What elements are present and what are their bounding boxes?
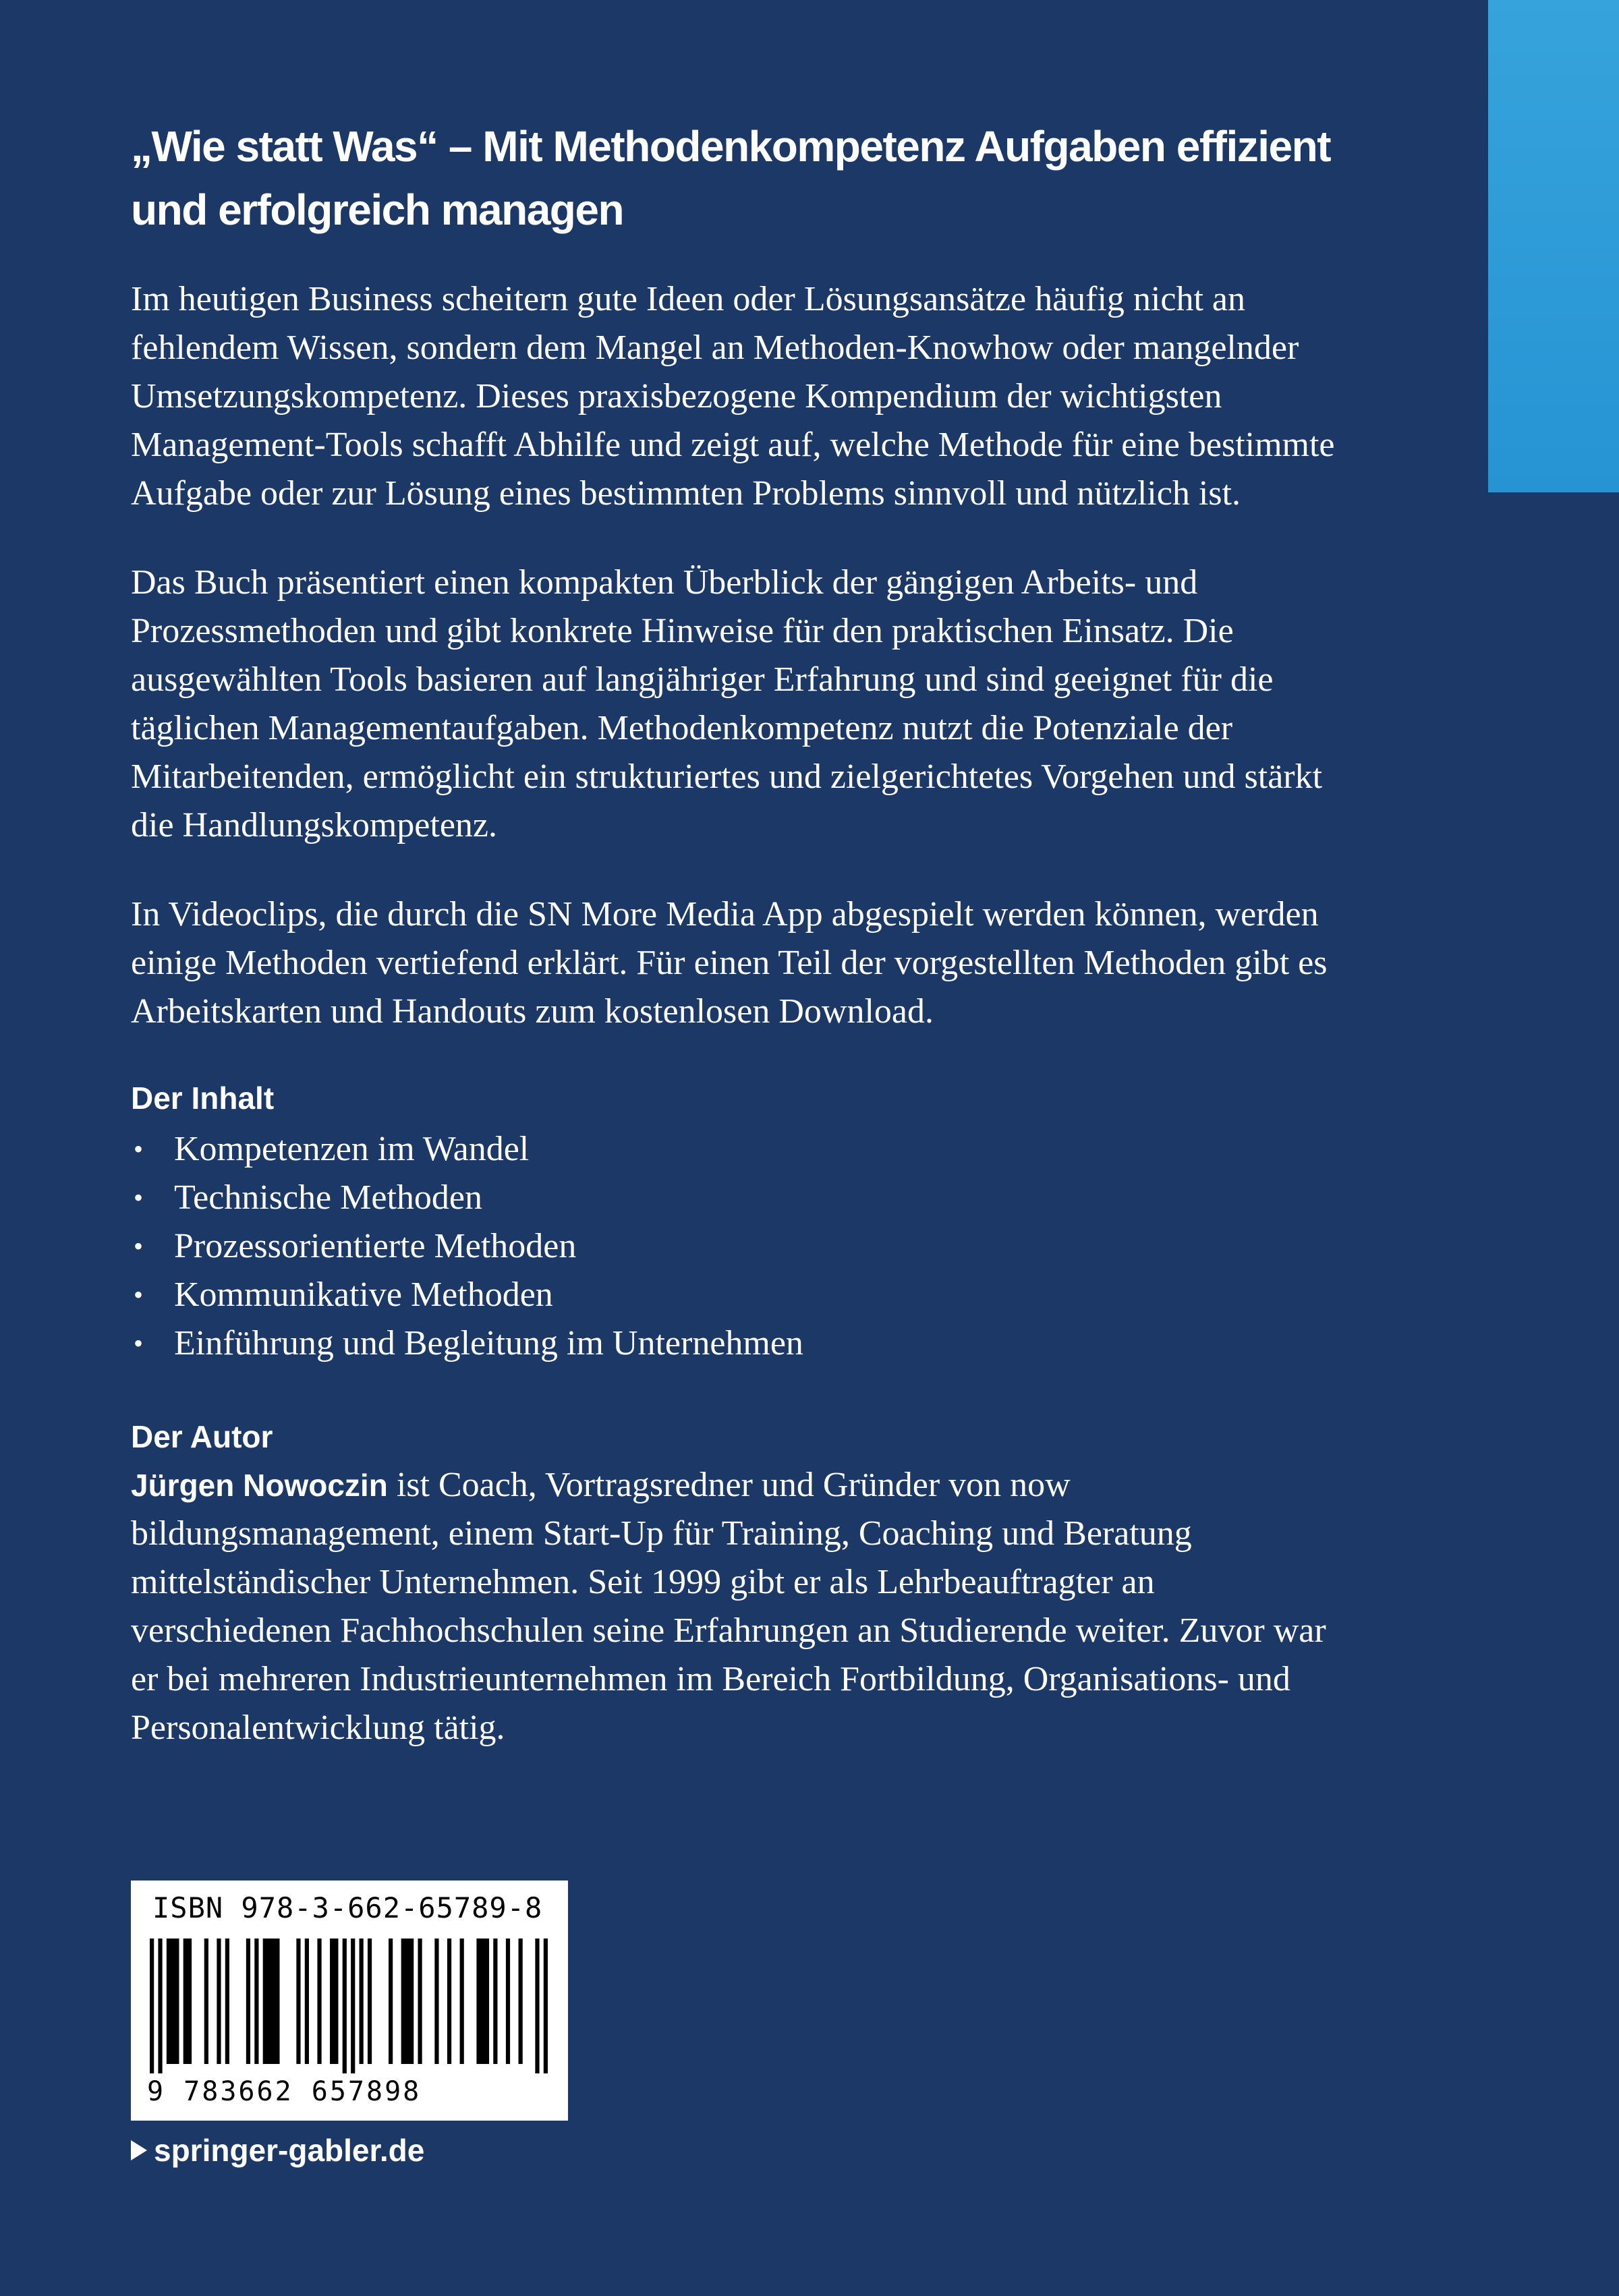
barcode-bar — [296, 1939, 300, 2064]
bullet-icon: • — [134, 1134, 144, 1164]
barcode-bar — [246, 1939, 250, 2064]
barcode-bar — [418, 1939, 422, 2064]
bullet-icon: • — [134, 1280, 144, 1310]
barcode-bar — [351, 1939, 355, 2073]
list-item — [131, 1125, 1359, 1174]
barcode-bar — [476, 1939, 489, 2064]
barcode-bar — [401, 1939, 414, 2064]
barcode-bar — [167, 1939, 179, 2064]
barcode-bar — [544, 1939, 548, 2073]
author-heading: Der Autor — [131, 1419, 273, 1454]
barcode-bar — [158, 1939, 162, 2073]
ean-digits: 9 783662 657898 — [147, 2076, 422, 2107]
barcode-bar — [460, 1939, 464, 2064]
intro-paragraph: Im heutigen Business scheitern gute Ideen oder Lösungsansätze häufig nicht an fehlendem Wissen, sondern dem Mangel an Methoden-Knowhow oder mangelnder Umsetzungskompetenz. Dieses praxisbezogene Kompendium der wichtigsten Management-Tools schafft Abhilfe und zeigt auf, welche Methode für eine bestimmte Aufgabe oder zur Lösung eines bestimmten Problems sinnvoll und nützlich ist. — [131, 280, 1335, 513]
bullet-icon: • — [134, 1328, 144, 1358]
barcode-bar — [305, 1939, 309, 2064]
list-item-text: Kompetenzen im Wandel — [174, 1130, 530, 1168]
headline-line-1: „Wie statt Was“ – Mit Methodenkompetenz Aufgaben effizient — [131, 122, 1330, 171]
list-item — [131, 1319, 1359, 1368]
triangle-right-icon — [131, 2140, 147, 2160]
barcode-bar — [389, 1939, 393, 2064]
barcode-bar — [493, 1939, 497, 2064]
author-name: Jürgen Nowoczin — [131, 1468, 388, 1503]
bullet-icon: • — [134, 1182, 144, 1213]
barcode-bar — [506, 1939, 510, 2064]
list-item-text: Kommunikative Methoden — [174, 1275, 553, 1314]
isbn-label: ISBN 978-3-662-65789-8 — [152, 1891, 543, 1924]
barcode-bar — [263, 1939, 280, 2064]
overview-paragraph: Das Buch präsentiert einen kompakten Überblick der gängigen Arbeits- und Prozessmethoden und gibt konkrete Hinweise für den praktischen Einsatz. Die ausgewählten Tools basieren auf langjähriger Erfahrung und sind geeignet für die täglichen Managementaufgaben. Methodenkompetenz nutzt die Potenziale der Mitarbeitenden, ermöglicht ein strukturiertes und zielgerichtetes Vorgehen und stärkt die Handlungskompetenz. — [131, 563, 1323, 844]
website-text: springer-gabler.de — [154, 2133, 425, 2168]
barcode-bar — [360, 1939, 364, 2064]
isbn-barcode — [131, 1881, 568, 2121]
barcode-bars — [150, 1939, 548, 2073]
barcode-bar — [535, 1939, 539, 2073]
barcode-bar — [225, 1939, 229, 2064]
barcode-bar — [183, 1939, 192, 2064]
back-cover-text — [131, 115, 1359, 1752]
barcode-bar — [519, 1939, 523, 2064]
barcode-bar — [368, 1939, 372, 2064]
contents-list — [131, 1125, 1359, 1368]
list-item — [131, 1174, 1359, 1222]
barcode-bar — [330, 1939, 338, 2064]
barcode-bar — [434, 1939, 438, 2064]
author-bio — [131, 1461, 1359, 1752]
list-item-text: Prozessorientierte Methoden — [174, 1227, 577, 1265]
list-item — [131, 1271, 1359, 1319]
accent-tab — [1488, 0, 1619, 492]
barcode-bar — [204, 1939, 208, 2064]
list-item-text: Technische Methoden — [174, 1178, 482, 1217]
list-item-text: Einführung und Begleitung im Unternehmen — [174, 1324, 803, 1362]
author-bio-text: ist Coach, Vortragsredner und Gründer von now bildungsmanagement, einem Start-Up für Training, Coaching und Beratung mittelständischer Unternehmen. Seit 1999 gibt er als Lehrbeauftragter an verschiedenen Fachhochschulen seine Erfahrungen an Studierende weiter. Zuvor war er bei mehreren Industrieunternehmen im Bereich Fortbildung, Organisations- und Personalentwicklung tätig. — [131, 1466, 1326, 1747]
video-paragraph: In Videoclips, die durch die SN More Media App abgespielt werden können, werden einige Methoden vertiefend erklärt. Für einen Teil der vorgestellten Methoden gibt es Arbeitskarten und Handouts zum kostenlosen Download. — [131, 895, 1328, 1031]
bullet-icon: • — [134, 1231, 144, 1261]
barcode-bar — [254, 1939, 258, 2064]
barcode-bar — [343, 1939, 347, 2073]
website-link[interactable] — [131, 2129, 424, 2172]
barcode-bar — [447, 1939, 451, 2064]
headline-line-2: und erfolgreich managen — [131, 185, 624, 234]
barcode-bar — [317, 1939, 321, 2064]
barcode-bar — [217, 1939, 221, 2064]
list-item — [131, 1222, 1359, 1271]
barcode-bar — [150, 1939, 154, 2073]
headline — [131, 115, 1359, 241]
contents-heading: Der Inhalt — [131, 1081, 275, 1116]
